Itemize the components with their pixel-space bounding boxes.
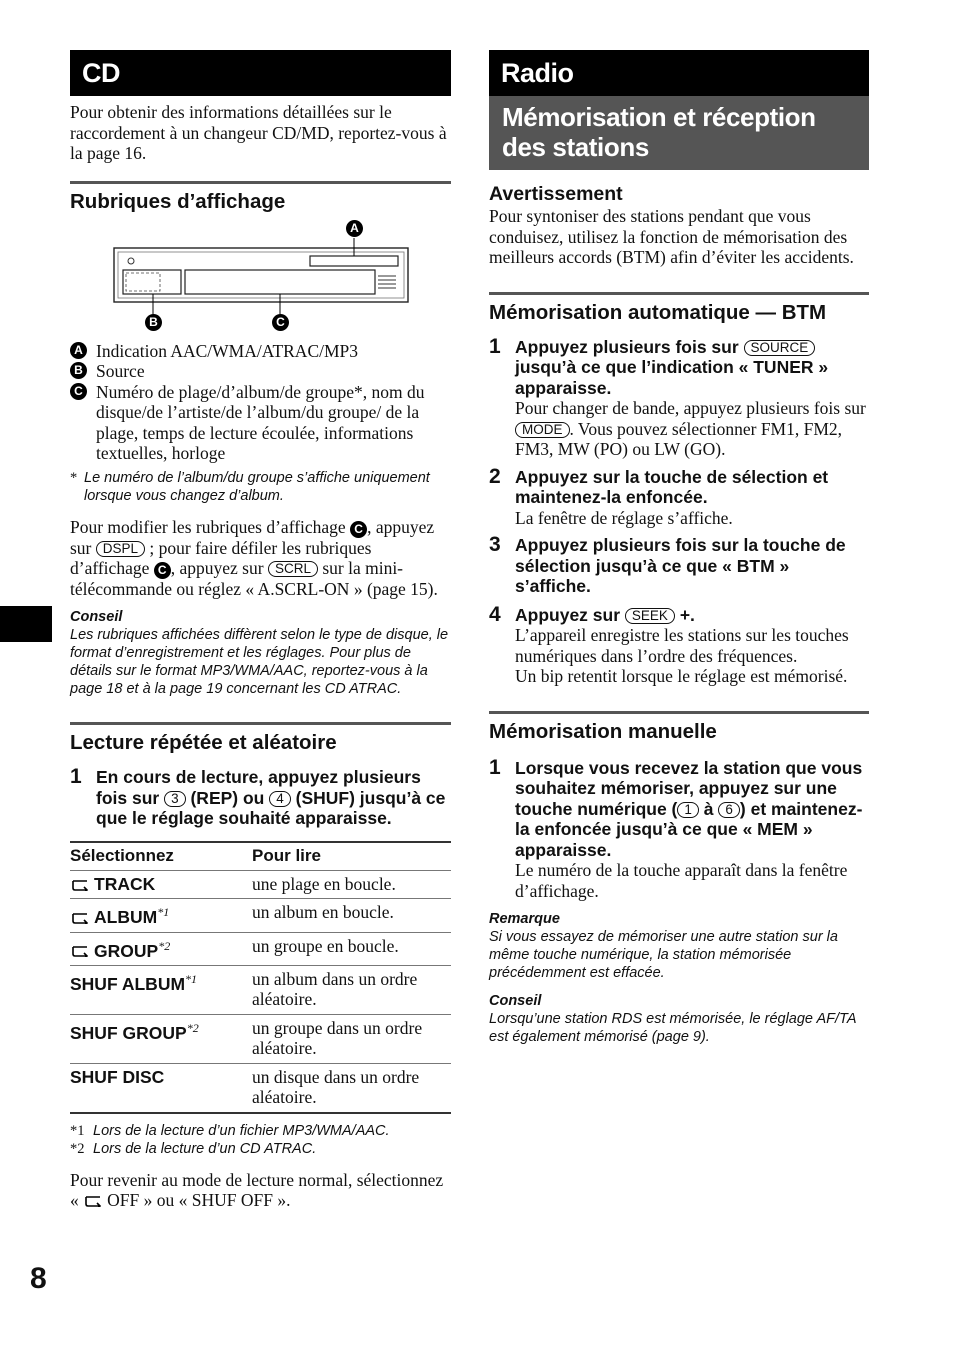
step-number: 1 (70, 765, 82, 789)
heading-manual: Mémorisation manuelle (489, 711, 869, 744)
text: Appuyez plusieurs fois sur (515, 336, 739, 357)
mode-label: TRACK (94, 873, 156, 894)
mode-desc: un groupe dans un ordre aléatoire. (252, 1017, 423, 1059)
table-row (70, 870, 451, 899)
remark-title: Remarque (489, 911, 560, 927)
section-title-radio: Radio (489, 50, 869, 96)
key-1: 1 (677, 802, 699, 818)
footnote-text: Le numéro de l’album/du groupe s’affiche uniquement lorsque vous changez d’album. (84, 469, 430, 504)
display-instructions (70, 517, 451, 600)
footnote-ref: *1 (185, 971, 198, 986)
callout-a: A (346, 220, 363, 237)
callout-c-inline: C (154, 562, 171, 579)
table-row (70, 932, 451, 965)
scrl-key: SCRL (268, 561, 318, 577)
step-number: 4 (489, 602, 501, 626)
step-title (515, 337, 869, 399)
btm-step-1 (489, 334, 869, 460)
display-diagram (70, 220, 451, 336)
mode-label: SHUF ALBUM (70, 973, 186, 994)
mode-cell (70, 932, 252, 965)
play-mode-table (70, 841, 451, 1114)
legend-item (70, 361, 451, 382)
text: (SHUF) jusqu’à ce que le réglage souhaité apparaisse. (96, 787, 446, 829)
display-legend (70, 341, 451, 464)
repeat-icon (83, 1195, 103, 1207)
footnote (70, 1140, 451, 1159)
text: ) et maintenez-la enfoncée jusqu’à ce que « MEM » apparaisse. (515, 798, 863, 860)
text: Pour modifier les rubriques d’affichage (70, 516, 346, 537)
footnote-ref: *2 (186, 1020, 199, 1035)
source-key: SOURCE (744, 340, 816, 356)
text: à (703, 798, 714, 819)
key-3: 3 (164, 791, 186, 807)
btm-step-4 (489, 602, 869, 687)
legend-text: Source (96, 361, 145, 381)
text: . Vous pouvez sélectionner FM1, FM2, FM3, MW (PO) ou LW (GO). (515, 418, 843, 459)
table-footnotes (70, 1122, 451, 1159)
text: ; pour faire défiler les rubriques d’affichage (70, 537, 372, 578)
text: Appuyez sur (515, 604, 621, 625)
display-footnote (70, 469, 451, 506)
return-normal-text (70, 1170, 451, 1211)
footnote (70, 1122, 451, 1141)
mode-cell (70, 965, 252, 1014)
step-title: Appuyez sur la touche de sélection et maintenez-la enfoncée. (515, 466, 829, 507)
text: jusqu’à ce que l’indication « TUNER » apparaisse. (515, 357, 829, 398)
heading-display-items: Rubriques d’affichage (70, 181, 451, 214)
tip-body: Lorsqu’une station RDS est mémorisée, le réglage AF/TA est également mémorisé (page 9). (489, 1010, 856, 1045)
seek-key: SEEK (625, 608, 675, 624)
right-column (489, 50, 869, 1046)
col-header-select: Sélectionnez (70, 845, 174, 865)
text: Pour changer de bande, appuyez plusieurs fois sur (515, 398, 866, 418)
legend-text: Indication AAC/WMA/ATRAC/MP3 (96, 340, 359, 361)
tip-title: Conseil (70, 608, 123, 625)
page-number: 8 (30, 1262, 47, 1295)
text: +. (679, 604, 695, 625)
heading-repeat-shuffle: Lecture répétée et aléatoire (70, 722, 451, 755)
text: Pour revenir au mode de lecture normal, sélectionnez « (70, 1169, 444, 1211)
col-header-play: Pour lire (252, 845, 321, 865)
mode-key: MODE (515, 422, 570, 438)
callout-c-inline: C (350, 521, 367, 538)
text: OFF » ou « SHUF OFF ». (107, 1190, 291, 1211)
step-title (515, 605, 869, 626)
mode-cell (70, 1063, 252, 1113)
footnote-mark: * (70, 469, 78, 486)
footnote-mark: *1 (70, 1122, 85, 1139)
mode-desc: un disque dans un ordre aléatoire. (252, 1066, 420, 1108)
mode-label: SHUF DISC (70, 1066, 165, 1087)
step-1 (70, 767, 451, 829)
section-title-cd: CD (70, 50, 451, 96)
mode-label: GROUP (94, 940, 159, 961)
remark-body: Si vous essayez de mémoriser une autre station sur la même touche numérique, la station mémorisée précédemment est effacée. (489, 929, 838, 982)
btm-step-2 (489, 464, 869, 529)
mode-cell (70, 1014, 252, 1063)
warning-title: Avertissement (489, 183, 623, 205)
text: Lorsque vous recevez la station que vous souhaitez mémoriser, appuyez sur une touche numérique ( (515, 757, 863, 819)
legend-mark: C (70, 383, 87, 400)
cd-intro: Pour obtenir des informations détaillées sur le raccordement à un changeur CD/MD, reportez-vous à la page 16. (70, 102, 447, 163)
step-title (515, 758, 869, 861)
table-row (70, 899, 451, 932)
mode-label: SHUF GROUP (70, 1022, 187, 1043)
table-row (70, 1014, 451, 1063)
footnote-mark: *2 (70, 1141, 85, 1158)
key-6: 6 (718, 802, 740, 818)
step-desc (515, 398, 869, 460)
step-number: 1 (489, 755, 501, 779)
key-4: 4 (269, 791, 291, 807)
repeat-icon (70, 879, 90, 891)
legend-mark: B (70, 362, 87, 379)
legend-mark: A (70, 342, 87, 359)
repeat-icon (70, 945, 90, 957)
callout-b: B (145, 314, 162, 331)
btm-step-3 (489, 535, 869, 597)
step-number: 3 (489, 533, 501, 556)
mode-desc: une plage en boucle. (252, 873, 396, 894)
text: En cours de lecture, appuyez plusieurs fois sur (96, 767, 421, 808)
footnote-ref: *2 (158, 938, 171, 953)
warning-body: Pour syntoniser des stations pendant que vous conduisez, utilisez la fonction de mémorisation des meilleurs accords (BTM) afin d’éviter les accidents. (489, 206, 854, 267)
mode-desc: un album dans un ordre aléatoire. (252, 968, 418, 1010)
manual-step-1 (489, 755, 869, 902)
tip-title: Conseil (489, 992, 542, 1009)
step-title: Appuyez plusieurs fois sur la touche de sélection jusqu’à ce que « BTM » s’affiche. (515, 535, 846, 596)
step-desc: La fenêtre de réglage s’affiche. (515, 507, 733, 528)
step-desc: L’appareil enregistre les stations sur les touches numériques dans l’ordre des fréquences. (515, 625, 849, 666)
mode-desc: un groupe en boucle. (252, 935, 399, 956)
text: , appuyez sur (170, 558, 264, 578)
text: sur la mini-télécommande ou réglez « A.SCRL-ON » (page 15). (70, 558, 438, 599)
mode-desc: un album en boucle. (252, 902, 394, 923)
footnote-text: Lors de la lecture d’un CD ATRAC. (93, 1141, 317, 1158)
step-number: 2 (489, 464, 501, 488)
section-subtitle: Mémorisation et réception des stations (489, 96, 869, 170)
mode-cell (70, 899, 252, 932)
step-desc: Le numéro de la touche apparaît dans la fenêtre d’affichage. (515, 860, 848, 901)
step-title (96, 767, 451, 829)
dspl-key: DSPL (96, 541, 145, 557)
mode-cell (70, 870, 252, 899)
chapter-tab (0, 606, 52, 642)
table-row (70, 1063, 451, 1113)
table-row (70, 965, 451, 1014)
legend-item (70, 341, 451, 362)
step-number: 1 (489, 334, 501, 358)
repeat-icon (70, 912, 90, 924)
display-illustration (70, 220, 451, 336)
mode-label: ALBUM (94, 907, 158, 928)
left-column (70, 50, 451, 1211)
table-header-row (70, 842, 451, 871)
callout-c: C (272, 314, 289, 331)
legend-text: Numéro de plage/d’album/de groupe*, nom du disque/de l’artiste/de l’album/du groupe/ de la plage, temps de lecture écoulée, informations textuelles, horloge (96, 381, 425, 463)
footnote-text: Lors de la lecture d’un fichier MP3/WMA/AAC. (93, 1122, 390, 1139)
legend-item (70, 382, 451, 464)
heading-btm: Mémorisation automatique — BTM (489, 292, 869, 325)
text: , appuyez sur (70, 516, 435, 558)
text: (REP) ou (190, 787, 265, 808)
step-desc: Un bip retentit lorsque le réglage est mémorisé. (515, 666, 848, 686)
tip-body: Les rubriques affichées diffèrent selon le type de disque, le format d’enregistrement et les réglages. Pour plus de détails sur le format MP3/WMA/AAC, reportez-vous à la page 18 et à la page 19 concernant les CD ATRAC. (70, 626, 449, 698)
footnote-ref: *1 (157, 905, 170, 920)
